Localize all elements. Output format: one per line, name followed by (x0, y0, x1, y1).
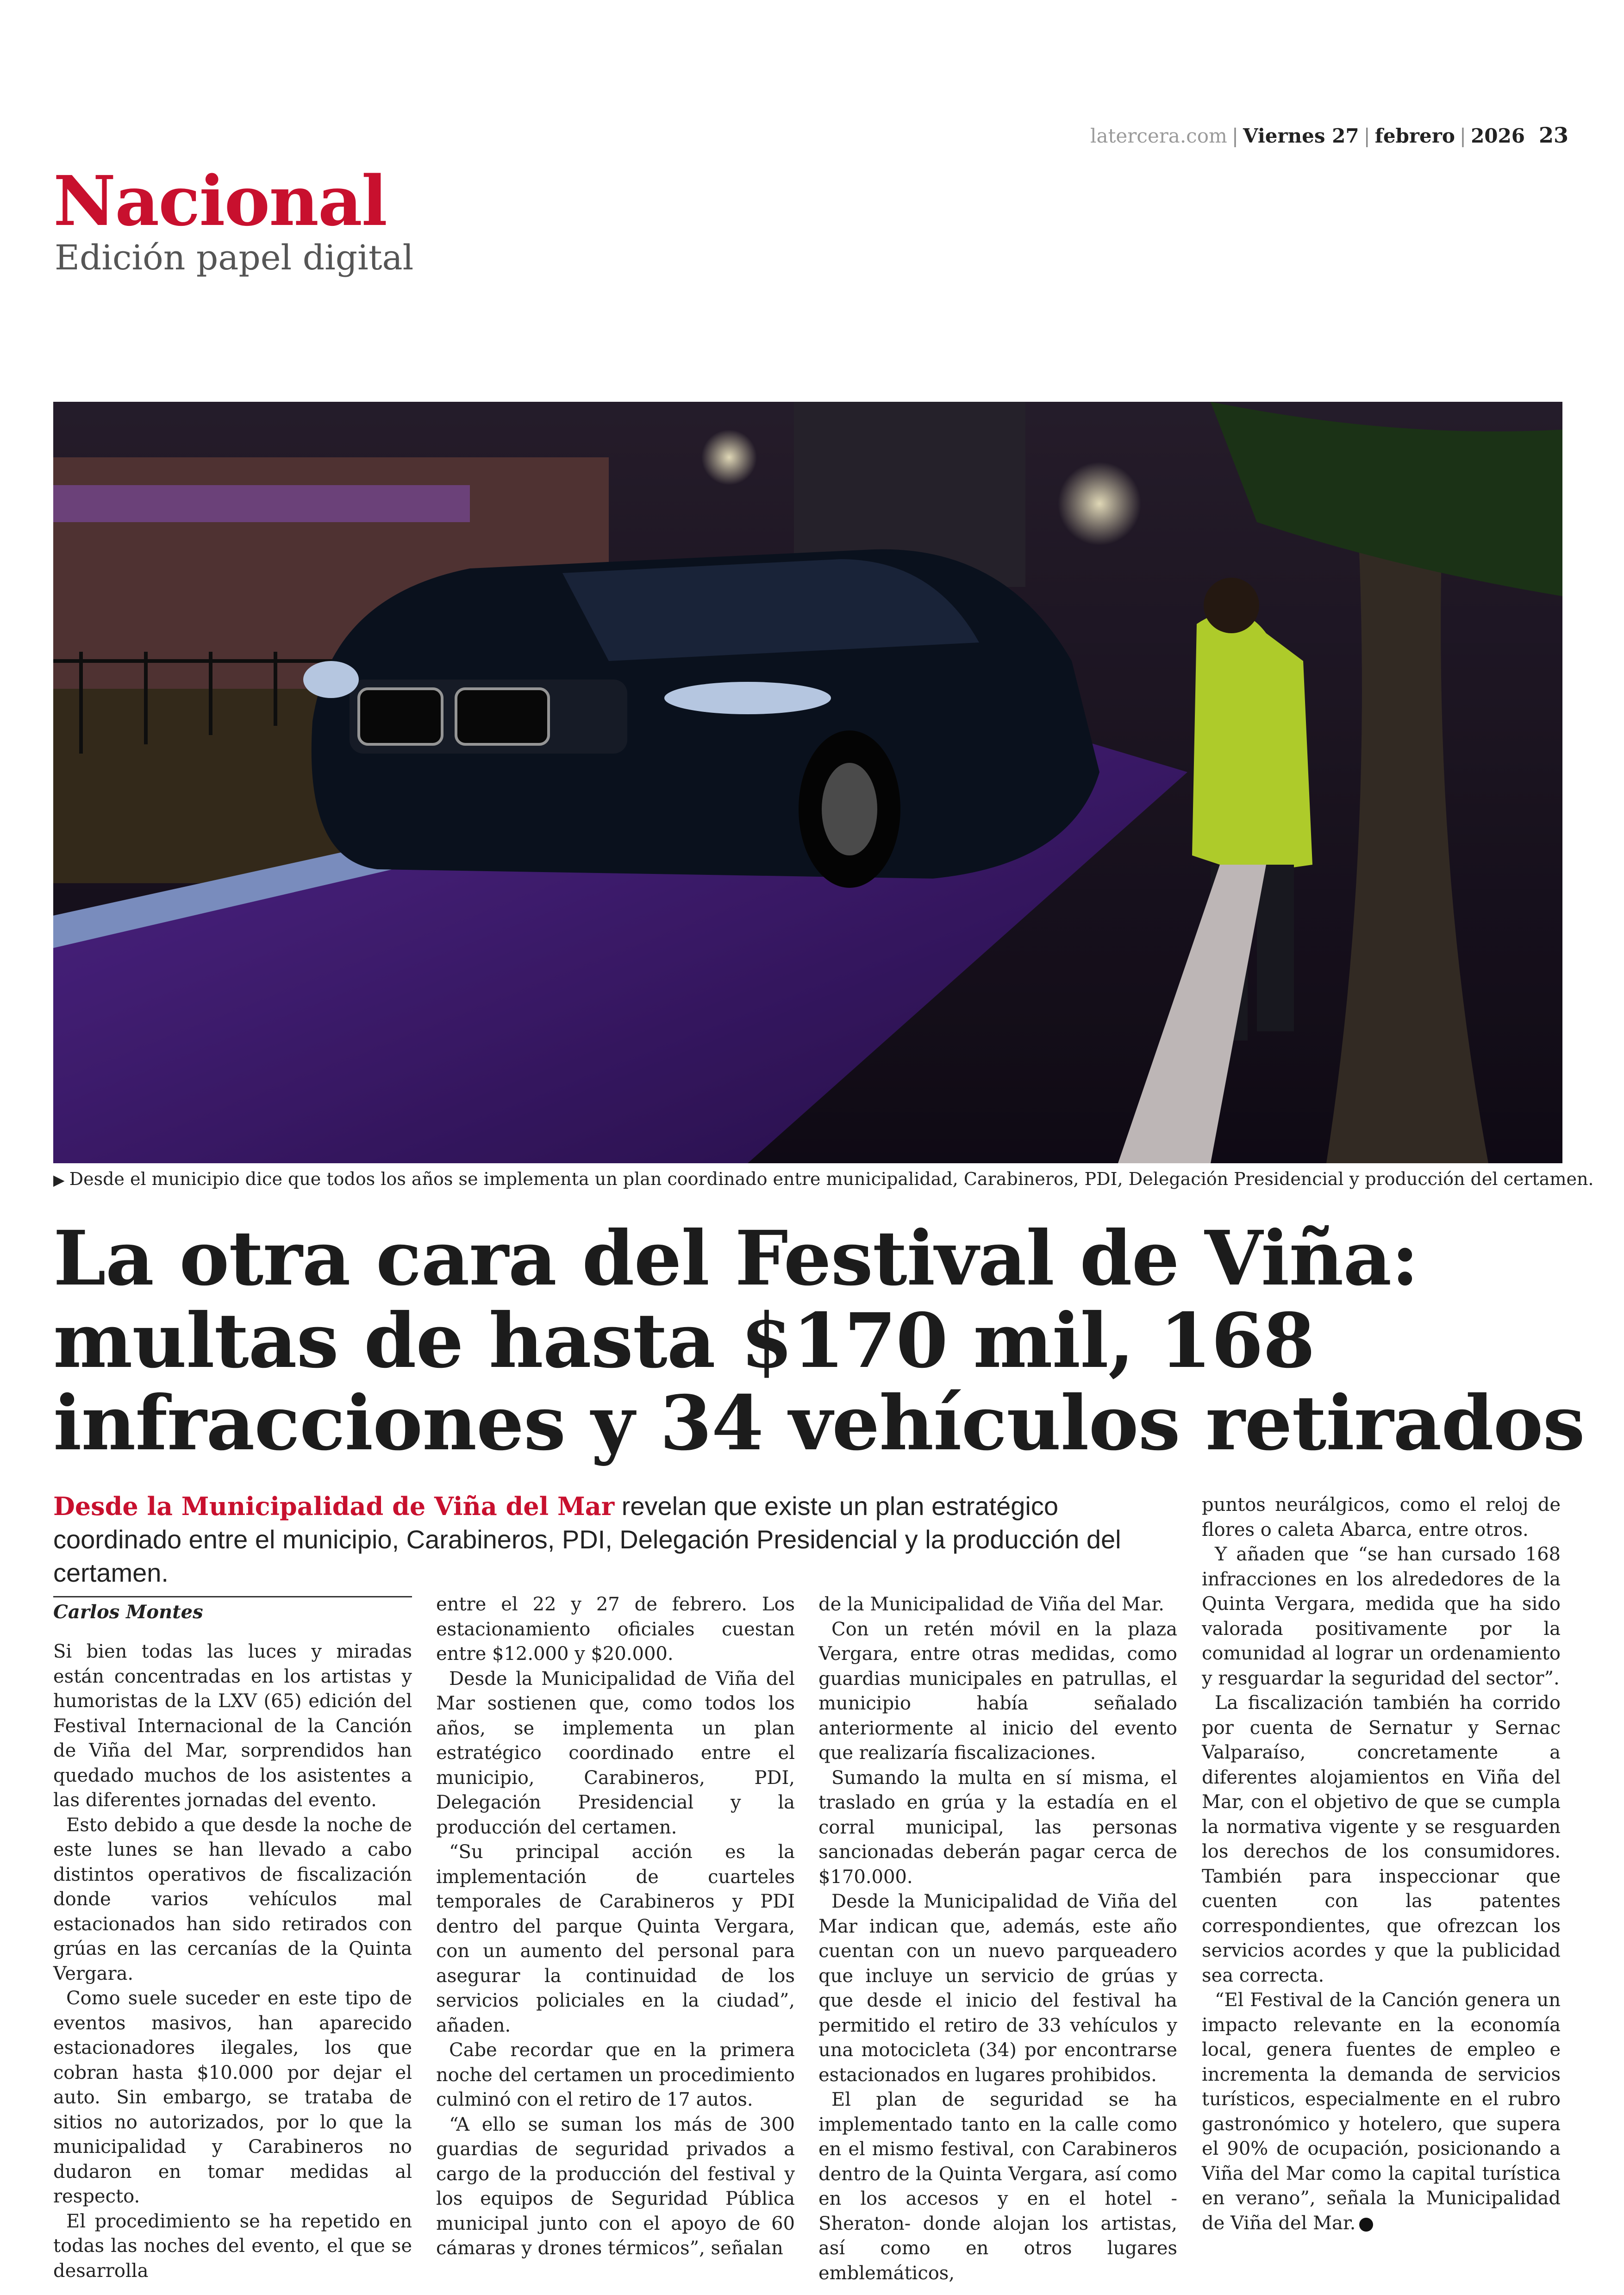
date-year: 2026 (1471, 125, 1525, 147)
article-column-1 (53, 1640, 412, 2283)
headline-line: La otra cara del Festival de Viña: (53, 1215, 1418, 1303)
article-photo (53, 402, 1562, 1163)
paragraph-final-text: “El Festival de la Canción genera un impacto relevante en la economía local, genera fuentes de empleo e incrementa la demanda de servicios turísticos, especialmente en el rubro gastronómico y hotelero, que supera el 90% de ocupación, posicionando a Viña del Mar como la capital turística en verano”, señala la Municipalidad de Viña del Mar. (1202, 1989, 1561, 2234)
end-of-article-icon (1359, 2218, 1373, 2232)
photo-caption (53, 1169, 1594, 1189)
author-byline: Carlos Montes (53, 1596, 412, 1623)
paragraph: Desde la Municipalidad de Viña del Mar sostienen que, como todos los años, se implementa un plan estratégico coordinado entre el municipio, Carabineros, PDI, Delegación Presidencial y la producción del certamen. (436, 1668, 795, 1838)
paragraph: de la Municipalidad de Viña del Mar. (818, 1594, 1164, 1615)
article-column-2 (436, 1592, 795, 2261)
headline-line: multas de hasta $170 mil, 168 (53, 1297, 1315, 1385)
paragraph: entre el 22 y 27 de febrero. Los estacionamiento oficiales cuestan entre $12.000 y $20.000. (436, 1594, 795, 1665)
paragraph: La fiscalización también ha corrido por cuenta de Sernatur y Sernac Valparaíso, concretamente a diferentes alojamientos en Viña del Mar, con el objetivo de que se cumpla la normativa vigente y se resguarden los derechos de los consumidores. También para inspeccionar que cuenten con las patentes correspondientes, que ofrezcan los servicios acordes y que la publicidad sea correcta. (1202, 1692, 1561, 1986)
section-subtitle: Edición papel digital (55, 238, 414, 278)
site-name: latercera.com (1090, 125, 1227, 147)
article-column-3 (818, 1592, 1177, 2286)
paragraph: Como suele suceder en este tipo de eventos masivos, han aparecido estacionadores ilegales, los que cobran hasta $10.000 por dejar el auto. Sin embargo, se trataba de sitios no autorizados, por lo que la municipalidad y Carabineros no dudaron en tomar medidas al respecto. (53, 1988, 412, 2207)
date-day: Viernes 27 (1243, 125, 1359, 147)
headline-line: infracciones y 34 vehículos retirados (53, 1379, 1585, 1467)
paragraph: “Su principal acción es la implementación de cuarteles temporales de Carabineros y PDI dentro del parque Quinta Vergara, con un aumento del personal para asegurar la continuidad de los servicios policiales en la ciudad”, añaden. (436, 1841, 795, 2036)
article-headline (53, 1215, 1585, 1467)
paragraph: Esto debido a que desde la noche de este lunes se han llevado a cabo distintos operativos de fiscalización donde varios vehículos mal estacionados han sido retirados con grúas en las cercanías de la Quinta Vergara. (53, 1814, 412, 1984)
caption-arrow-icon: ▶ (53, 1171, 65, 1189)
paragraph: Desde la Municipalidad de Viña del Mar indican que, además, este año cuentan con un nuevo parqueadero que incluye un servicio de grúas y que desde el inicio del festival ha permitido el retiro de 33 vehículos y una motocicleta (34) por encontrarse estacionados en lugares prohibidos. (818, 1891, 1177, 2086)
paragraph: Y añaden que “se han cursado 168 infracciones en los alrededores de la Quinta Vergara, medida que ha sido valorada positivamente por la comunidad al lograr un ordenamiento y resguardar la seguridad del sector”. (1202, 1544, 1561, 1689)
deck-text: revelan que existe un plan estratégico coordinado entre el municipio, Carabineros, PDI, Delegación Presidencial y la producción del certamen. (53, 1491, 1121, 1587)
paragraph: Si bien todas las luces y miradas están concentradas en los artistas y humoristas de la LXV (65) edición del Festival Internacional de la Canción de Viña del Mar, sorprendidos han quedado muchos de los asistentes a las diferentes jornadas del evento. (53, 1641, 412, 1811)
paragraph: Con un retén móvil en la plaza Vergara, entre otras medidas, como guardias municipales en patrullas, el municipio había señalado anteriormente al inicio del evento que realizaría fiscalizaciones. (818, 1618, 1177, 1764)
paragraph-final (1202, 1988, 1561, 2236)
paragraph: Cabe recordar que en la primera noche del certamen un procedimiento culminó con el retiro de 17 autos. (436, 2039, 795, 2110)
paragraph: El plan de seguridad se ha implementado tanto en la calle como en el mismo festival, con Carabineros dentro de la Quinta Vergara, así como en los accesos y en el hotel -Sheraton- donde alojan los artistas, así como en otros lugares emblemáticos, (818, 2089, 1177, 2284)
date-month: febrero (1374, 125, 1455, 147)
page-header-info: latercera.com | Viernes 27 | febrero | 2026 23 (1090, 123, 1568, 148)
tow-truck-scene-illustration (53, 402, 1562, 1163)
page-number: 23 (1538, 123, 1568, 148)
deck-lead: Desde la Municipalidad de Viña del Mar (53, 1491, 615, 1521)
section-title: Nacional (53, 161, 387, 241)
paragraph: Sumando la multa en sí misma, el traslado en grúa y la estadía en el corral municipal, las personas sancionadas deberán pagar cerca de $170.000. (818, 1767, 1177, 1888)
article-column-4 (1202, 1493, 1561, 2236)
paragraph: puntos neurálgicos, como el reloj de flores o caleta Abarca, entre otros. (1202, 1494, 1561, 1540)
article-deck (53, 1490, 1183, 1590)
photo-caption-text: Desde el municipio dice que todos los años se implementa un plan coordinado entre municipalidad, Carabineros, PDI, Delegación Presidencial y producción del certamen. (69, 1169, 1594, 1189)
paragraph: “A ello se suman los más de 300 guardias de seguridad privados a cargo de la producción del festival y los equipos de Seguridad Pública municipal junto con el apoyo de 60 cámaras y drones térmicos”, señalan (436, 2114, 795, 2259)
paragraph: El procedimiento se ha repetido en todas las noches del evento, el que se desarrolla (53, 2210, 412, 2282)
